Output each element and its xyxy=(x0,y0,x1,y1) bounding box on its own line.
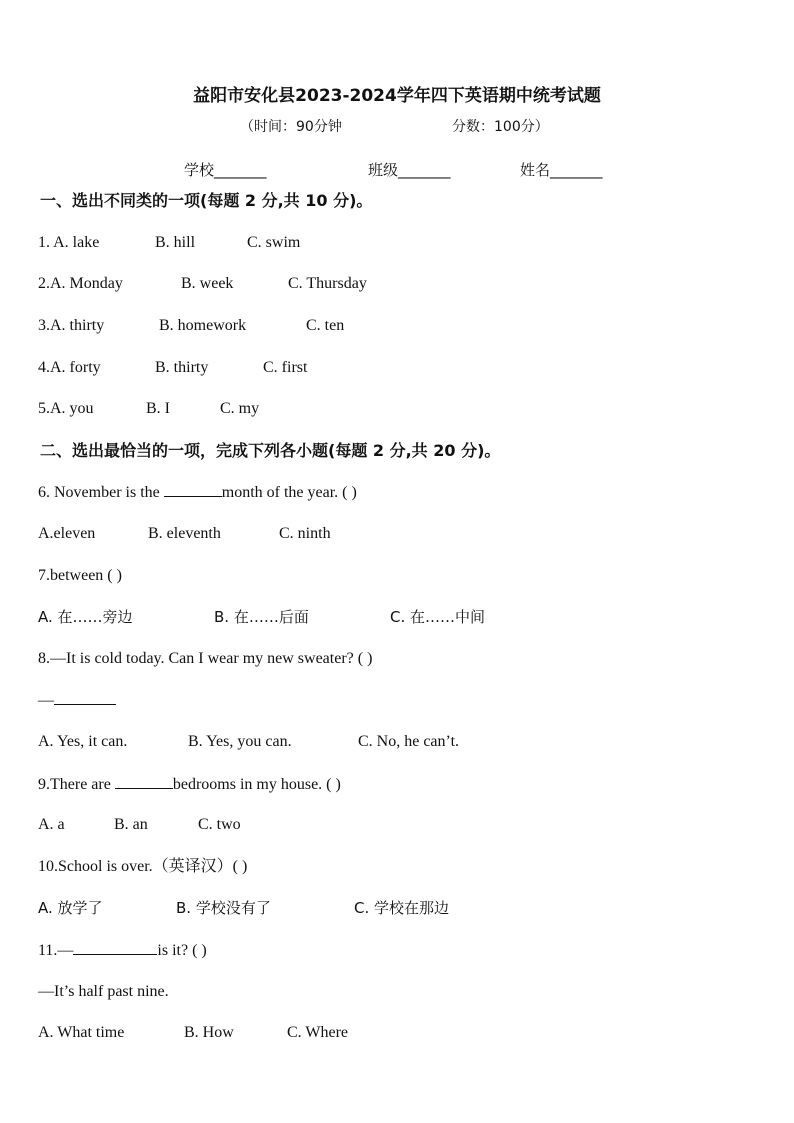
question-stem: 9.There are bedrooms in my house. ( ) xyxy=(38,776,341,793)
question-stem: 11.— is it? ( ) xyxy=(38,942,207,959)
answer-line: — xyxy=(38,690,116,711)
option-b[interactable]: B. thirty xyxy=(155,359,209,376)
option-a[interactable]: A. you xyxy=(50,400,94,417)
option-a[interactable]: A. 在……旁边 xyxy=(38,608,133,626)
option-a[interactable]: A. Yes, it can. xyxy=(38,733,128,750)
option-b[interactable]: B. an xyxy=(114,816,148,833)
option-b[interactable]: B. 在……后面 xyxy=(214,608,309,626)
option-c[interactable]: C. Where xyxy=(287,1024,349,1041)
option-b[interactable]: B. How xyxy=(184,1024,234,1041)
option-c[interactable]: C. No, he can’t. xyxy=(358,733,460,750)
option-b[interactable]: B. week xyxy=(181,275,234,292)
question-number: 4. xyxy=(38,359,50,376)
option-c[interactable]: C. first xyxy=(263,359,308,376)
option-c[interactable]: C. swim xyxy=(247,234,301,251)
option-b[interactable]: B. I xyxy=(146,400,170,417)
name-field[interactable]: 姓名_______ xyxy=(520,161,603,179)
question-number: 2. xyxy=(38,275,50,292)
page-title: 益阳市安化县2023-2024学年四下英语期中统考试题 xyxy=(193,86,601,106)
option-c[interactable]: C. ninth xyxy=(279,525,331,542)
option-b[interactable]: B. hill xyxy=(155,234,196,251)
question-number: 5. xyxy=(38,400,50,417)
option-a[interactable]: A.eleven xyxy=(38,525,96,542)
answer-blank[interactable] xyxy=(54,690,116,705)
option-c[interactable]: C. ten xyxy=(306,317,345,334)
answer-blank[interactable] xyxy=(164,482,222,497)
school-field[interactable]: 学校_______ xyxy=(184,161,267,179)
option-c[interactable]: C. Thursday xyxy=(288,275,367,292)
option-a[interactable]: A. a xyxy=(38,816,65,833)
option-a[interactable]: A. forty xyxy=(50,359,101,376)
class-field[interactable]: 班级_______ xyxy=(368,161,451,179)
section-1-heading: 一、选出不同类的一项(每题 2 分,共 10 分)。 xyxy=(40,191,373,210)
question-stem: 6. November is the month of the year. ( ) xyxy=(38,484,357,501)
exam-score: 分数：100分） xyxy=(452,119,549,135)
option-a[interactable]: A. What time xyxy=(38,1024,125,1041)
section-2-heading: 二、选出最恰当的一项，完成下列各小题(每题 2 分,共 20 分)。 xyxy=(40,441,501,460)
option-a[interactable]: A. Monday xyxy=(50,275,123,292)
question-stem: 8.—It is cold today. Can I wear my new sweater? ( ) xyxy=(38,650,373,667)
reply-line: —It’s half past nine. xyxy=(38,983,169,1000)
option-c[interactable]: C. 学校在那边 xyxy=(354,899,450,917)
option-c[interactable]: C. two xyxy=(198,816,241,833)
option-c[interactable]: C. my xyxy=(220,400,260,417)
question-stem: 10.School is over.（英译汉）( ) xyxy=(38,858,248,875)
option-a[interactable]: A. lake xyxy=(53,234,100,251)
option-b[interactable]: B. Yes, you can. xyxy=(188,733,292,750)
answer-blank[interactable] xyxy=(115,774,173,789)
question-number: 3. xyxy=(38,317,50,334)
option-b[interactable]: B. eleventh xyxy=(148,525,221,542)
answer-blank[interactable] xyxy=(73,940,157,955)
question-stem: 7.between ( ) xyxy=(38,567,122,584)
option-b[interactable]: B. 学校没有了 xyxy=(176,899,271,917)
option-b[interactable]: B. homework xyxy=(159,317,247,334)
option-c[interactable]: C. 在……中间 xyxy=(390,608,486,626)
exam-time: （时间：90分钟 xyxy=(240,119,342,135)
option-a[interactable]: A. 放学了 xyxy=(38,899,103,917)
question-number: 1. xyxy=(38,234,54,251)
option-a[interactable]: A. thirty xyxy=(50,317,105,334)
